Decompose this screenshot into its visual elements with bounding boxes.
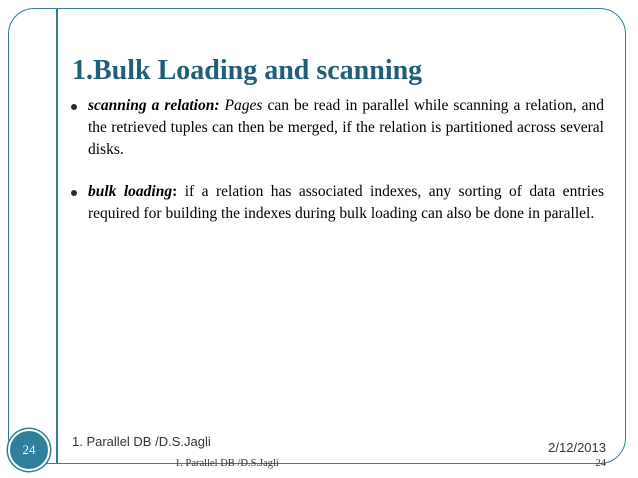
footer-bottom-label: 1. Parallel DB /D.S.Jagli (175, 458, 279, 469)
bullet-term: bulk loading (88, 183, 173, 200)
slide-vertical-rule (56, 9, 58, 463)
bullet-list (70, 95, 604, 225)
footer-course-label: 1. Parallel DB /D.S.Jagli (72, 434, 211, 449)
bullet-term: scanning a relation: (88, 97, 220, 114)
bullet-dot-icon (71, 190, 77, 196)
bullet-text: if a relation has associated indexes, any sorting of data entries required for building the indexes during bulk loading can also be done in parallel. (88, 183, 604, 222)
bullet-colon: : (172, 183, 178, 200)
footer-bottom-number: 24 (595, 458, 606, 469)
bullet-em: Pages (224, 97, 263, 114)
bullet-dot-icon (71, 104, 77, 110)
footer-date: 2/12/2013 (548, 440, 606, 455)
slide-title: 1.Bulk Loading and scanning (72, 55, 423, 86)
bullet-bulk-loading (70, 181, 604, 225)
page-number-badge: 24 (8, 429, 50, 471)
bullet-scanning (70, 95, 604, 161)
bullet-text: can be read in parallel while scanning a relation, and the retrieved tuples can then be merged, if the relation is partitioned across several disks. (88, 97, 604, 158)
